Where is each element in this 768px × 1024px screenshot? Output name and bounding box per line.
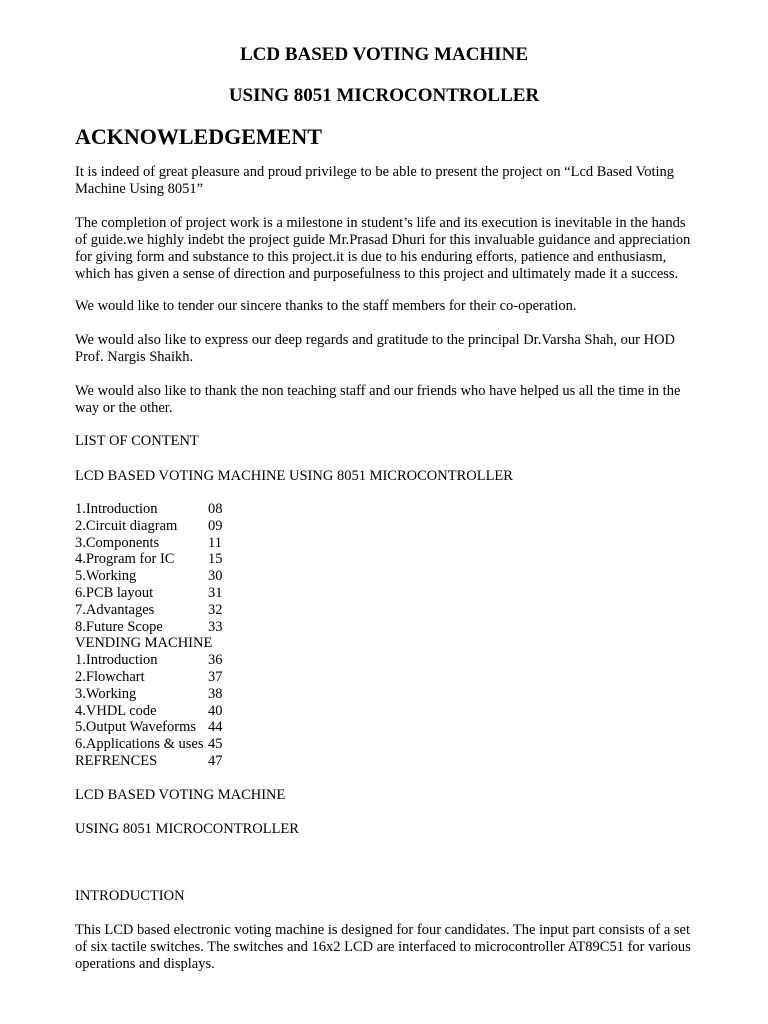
toc-row	[75, 585, 275, 602]
toc-label: REFRENCES	[75, 752, 158, 769]
toc-row	[75, 719, 275, 736]
acknowledgement-paragraph-2: The completion of project work is a milestone in student’s life and its execution is inevitable in the hands of guide.we highly indebt the project guide Mr.Prasad Dhuri for this invaluable guidance and appreciation for giving form and substance to this project.it is due to his enduring efforts, patience and enthusiasm, which has given a sense of direction and purposefulness to this project and ultimately made it a success.	[75, 215, 691, 282]
toc-page-number: 30	[208, 568, 223, 585]
toc-row	[75, 535, 275, 552]
toc-row	[75, 652, 275, 669]
toc-page-number: 40	[208, 702, 223, 719]
toc-row	[75, 736, 275, 753]
toc-label: 6.Applications & uses	[75, 736, 204, 753]
toc-page-number: 32	[208, 601, 223, 618]
acknowledgement-paragraph-3: We would like to tender our sincere thanks to the staff members for their co-operation.	[75, 298, 577, 314]
toc-row	[75, 568, 275, 585]
toc-page-number: 47	[208, 752, 223, 769]
toc-row	[75, 518, 275, 535]
toc-label: 5.Output Waveforms	[75, 719, 196, 736]
toc-page-number: 37	[208, 668, 223, 685]
acknowledgement-heading: ACKNOWLEDGEMENT	[75, 124, 322, 149]
toc-label: 8.Future Scope	[75, 618, 163, 635]
toc-label: 3.Working	[75, 685, 137, 702]
toc-label: 2.Circuit diagram	[75, 517, 178, 534]
toc-row	[75, 686, 275, 703]
introduction-heading: INTRODUCTION	[75, 888, 185, 904]
section-title-line1: LCD BASED VOTING MACHINE	[75, 787, 286, 803]
toc-row	[75, 602, 275, 619]
toc-label: 6.PCB layout	[75, 584, 154, 601]
document-title-line1: LCD BASED VOTING MACHINE	[239, 44, 528, 65]
acknowledgement-paragraph-1: It is indeed of great pleasure and proud privilege to be able to present the project on “Lcd Based Voting Machine Using 8051”	[75, 164, 675, 197]
table-of-contents	[75, 501, 275, 770]
toc-label: 5.Working	[75, 568, 137, 585]
toc-label: 2.Flowchart	[75, 668, 145, 685]
contents-subtitle: LCD BASED VOTING MACHINE USING 8051 MICROCONTROLLER	[75, 468, 513, 484]
toc-row	[75, 619, 275, 636]
toc-row	[75, 501, 275, 518]
toc-page-number: 11	[208, 534, 222, 551]
toc-label: 3.Components	[75, 534, 160, 551]
toc-row	[75, 753, 275, 770]
toc-page-number: 45	[208, 736, 223, 753]
toc-row	[75, 669, 275, 686]
toc-page-number: 15	[208, 551, 223, 568]
toc-section-label: VENDING MACHINE	[75, 635, 213, 652]
toc-page-number: 44	[208, 719, 223, 736]
toc-row	[75, 551, 275, 568]
toc-page-number: 09	[208, 517, 223, 534]
toc-label: 1.Introduction	[75, 652, 158, 669]
introduction-paragraph: This LCD based electronic voting machine is designed for four candidates. The input part consists of a set of six tactile switches. The switches and 16x2 LCD are interfaced to microcontroller AT89C51 for various operations and displays.	[75, 922, 691, 972]
toc-row	[75, 703, 275, 720]
acknowledgement-paragraph-5: We would also like to thank the non teaching staff and our friends who have helped us all the time in the way or the other.	[75, 383, 681, 416]
toc-page-number: 31	[208, 584, 223, 601]
acknowledgement-paragraph-4: We would also like to express our deep regards and gratitude to the principal Dr.Varsha Shah, our HOD Prof. Nargis Shaikh.	[75, 332, 676, 365]
toc-page-number: 33	[208, 618, 223, 635]
toc-section-row	[75, 635, 275, 652]
toc-label: 7.Advantages	[75, 601, 155, 618]
contents-heading: LIST OF CONTENT	[75, 433, 199, 449]
toc-page-number: 36	[208, 652, 223, 669]
toc-page-number: 38	[208, 685, 223, 702]
toc-page-number: 08	[208, 501, 223, 517]
section-title-line2: USING 8051 MICROCONTROLLER	[75, 821, 299, 837]
toc-label: 4.Program for IC	[75, 551, 175, 568]
toc-label: 1.Introduction	[75, 501, 158, 517]
document-title-line2: USING 8051 MICROCONTROLLER	[228, 85, 540, 106]
toc-label: 4.VHDL code	[75, 702, 157, 719]
